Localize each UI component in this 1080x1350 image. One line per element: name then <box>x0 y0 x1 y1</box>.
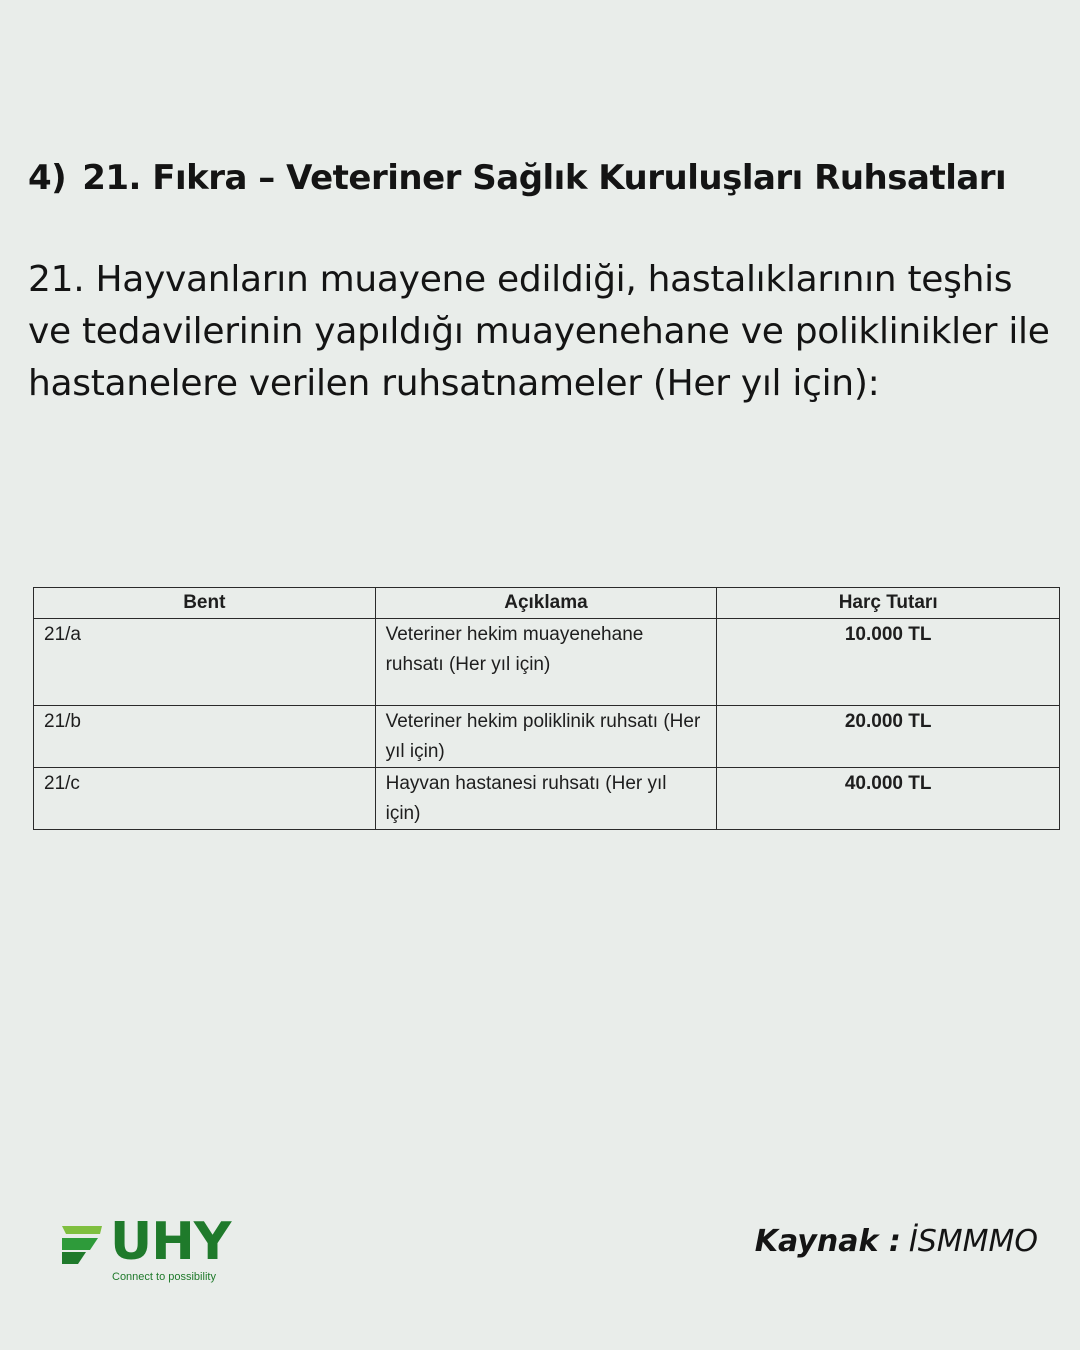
cell-aciklama: Hayvan hastanesi ruhsatı (Her yıl için) <box>375 768 717 830</box>
cell-tutar: 40.000 TL <box>717 768 1060 830</box>
cell-bent: 21/b <box>34 706 376 768</box>
column-header-aciklama: Açıklama <box>375 588 717 619</box>
logo-wordmark: UHY <box>110 1212 231 1272</box>
source-label: Kaynak : <box>754 1224 901 1259</box>
cell-tutar: 20.000 TL <box>717 706 1060 768</box>
cell-tutar: 10.000 TL <box>717 619 1060 706</box>
column-header-harc-tutari: Harç Tutarı <box>717 588 1060 619</box>
section-heading <box>28 150 1058 206</box>
table-header-row <box>34 588 1060 619</box>
uhy-stripes-icon <box>60 1222 104 1266</box>
table-row <box>34 768 1060 830</box>
cell-bent: 21/c <box>34 768 376 830</box>
logo-tagline: Connect to possibility <box>112 1271 216 1283</box>
section-number: 4) <box>28 158 67 198</box>
cell-bent: 21/a <box>34 619 376 706</box>
section-paragraph: 21. Hayvanların muayene edildiği, hastalıklarının teşhis ve tedavilerinin yapıldığı muayenehane ve poliklinikler ile hastanelere verilen ruhsatnameler (Her yıl için): <box>28 259 1050 404</box>
table-row <box>34 706 1060 768</box>
fee-table <box>33 587 1060 830</box>
table-row <box>34 619 1060 706</box>
column-header-bent: Bent <box>34 588 376 619</box>
source-value: İSMMMO <box>908 1224 1038 1259</box>
cell-aciklama: Veteriner hekim muayenehane ruhsatı (Her yıl için) <box>375 619 717 706</box>
cell-aciklama: Veteriner hekim poliklinik ruhsatı (Her yıl için) <box>375 706 717 768</box>
section-title: 21. Fıkra – Veteriner Sağlık Kuruluşları Ruhsatları <box>82 158 1007 198</box>
source-credit <box>755 1222 1038 1262</box>
uhy-logo <box>60 1212 260 1288</box>
